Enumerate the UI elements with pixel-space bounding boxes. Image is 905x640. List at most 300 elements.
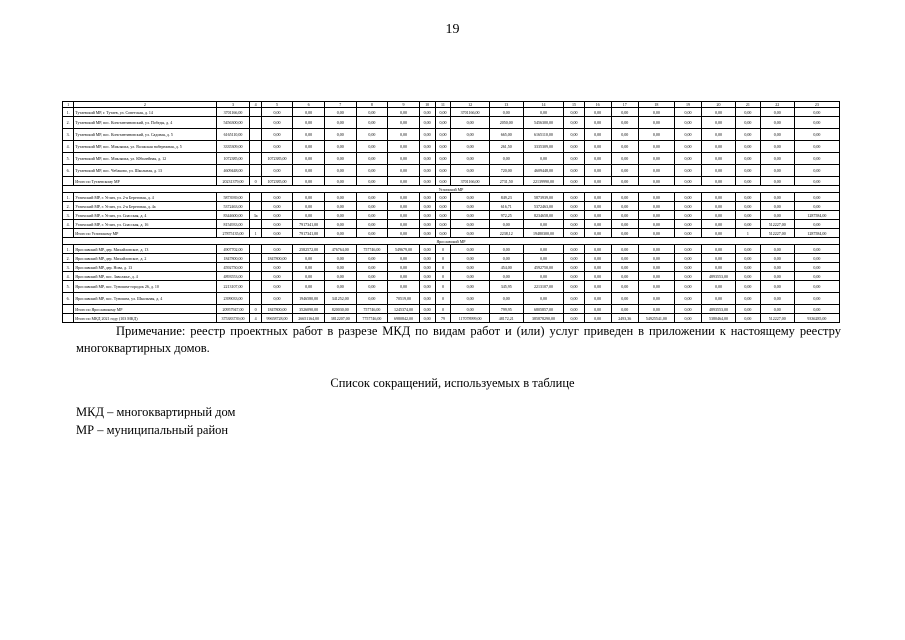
value-cell: 0,00 (794, 263, 839, 272)
value-cell: 0,00 (356, 117, 388, 129)
value-cell: 0,00 (638, 293, 674, 305)
value-cell: 0,00 (523, 153, 564, 165)
column-number-cell: 1 (63, 102, 74, 108)
value-cell: 0,00 (523, 220, 564, 229)
address-cell: Итого по Угличскому МР (74, 229, 216, 238)
value-cell: 0,00 (435, 177, 451, 186)
value-cell: 7757746,00 (356, 314, 388, 323)
value-cell: 0,00 (638, 272, 674, 281)
value-cell: 454,00 (489, 263, 523, 272)
group-header-row (63, 186, 840, 193)
value-cell: 0,00 (419, 263, 435, 272)
value-cell: 0,00 (324, 220, 356, 229)
value-cell: 0,00 (584, 293, 611, 305)
value-cell (250, 202, 261, 211)
value-cell: 2582572,00 (293, 245, 325, 254)
value-cell: 0,00 (794, 193, 839, 202)
value-cell: 0,00 (435, 229, 451, 238)
value-cell: 0,00 (261, 129, 293, 141)
value-cell: 4592750,00 (216, 263, 250, 272)
value-cell: 0,00 (324, 108, 356, 117)
value-cell: 0,00 (611, 229, 638, 238)
value-cell: 4907702,00 (216, 245, 250, 254)
value-cell: 9336285,00 (794, 314, 839, 323)
value-cell: 0,00 (794, 254, 839, 263)
row-number-cell: 1. (63, 245, 74, 254)
address-cell: Ярославский МР, дер. Михайловское, д. 13 (74, 245, 216, 254)
value-cell: 1072385,00 (261, 153, 293, 165)
value-cell: 0,00 (674, 165, 701, 177)
value-cell: 0,00 (451, 281, 489, 293)
column-number-cell: 13 (489, 102, 523, 108)
value-cell: 1847800,00 (216, 254, 250, 263)
value-cell: 0,00 (324, 272, 356, 281)
value-cell: 0,00 (760, 117, 794, 129)
value-cell: 0,00 (451, 220, 489, 229)
value-cell: 0,00 (760, 272, 794, 281)
address-cell: Ярославский МР, пос. Туношна-городок 26, д. 10 (74, 281, 216, 293)
value-cell: 0,00 (419, 165, 435, 177)
column-number-cell: 18 (638, 102, 674, 108)
value-cell: 5873939,00 (216, 193, 250, 202)
table-row (63, 211, 840, 220)
value-cell: 2213107,00 (216, 281, 250, 293)
value-cell: 0,00 (611, 293, 638, 305)
value-cell: 0,00 (451, 229, 489, 238)
value-cell: 2493,36 (611, 314, 638, 323)
group-header-row (63, 238, 840, 245)
value-cell: 0,00 (638, 129, 674, 141)
value-cell: 0,00 (564, 153, 584, 165)
value-cell: 0,00 (735, 263, 760, 272)
value-cell (250, 165, 261, 177)
value-cell: 0,00 (638, 177, 674, 186)
value-cell: 0,00 (638, 220, 674, 229)
value-cell: 0,00 (324, 254, 356, 263)
value-cell: 0,00 (293, 117, 325, 129)
row-number-cell: 4. (63, 272, 74, 281)
group-label: Ярославский МР (63, 238, 840, 245)
value-cell: 0,00 (419, 314, 435, 323)
column-number-cell: 15 (564, 102, 584, 108)
value-cell: 0,00 (611, 305, 638, 314)
table-row (63, 281, 840, 293)
value-cell: 27875135,00 (216, 229, 250, 238)
address-cell: Тутаевский МР, пос. Константиновский, ул. Садовая, д. 5 (74, 129, 216, 141)
value-cell: 0,00 (564, 165, 584, 177)
value-cell: 0,00 (564, 129, 584, 141)
value-cell: 0,00 (356, 293, 388, 305)
value-cell: 0,00 (584, 254, 611, 263)
value-cell: 0,00 (674, 314, 701, 323)
value-cell: 8344600,00 (216, 211, 250, 220)
value-cell: 0,00 (356, 254, 388, 263)
value-cell: 0,00 (451, 263, 489, 272)
value-cell: 0,00 (324, 129, 356, 141)
value-cell: 0,00 (419, 254, 435, 263)
address-cell: Тутаевский МР, пос. Константиновский, ул. Победы, д. 4 (74, 117, 216, 129)
value-cell: 0,00 (388, 108, 420, 117)
value-cell: 0,00 (702, 229, 736, 238)
value-cell: 512227,00 (760, 314, 794, 323)
value-cell: 0,00 (324, 263, 356, 272)
value-cell: 0,00 (638, 108, 674, 117)
value-cell: 0,00 (419, 202, 435, 211)
value-cell: 0,00 (419, 177, 435, 186)
value-cell: 0,00 (611, 202, 638, 211)
value-cell: 0,00 (674, 117, 701, 129)
value-cell: 0,00 (702, 153, 736, 165)
value-cell: 0,00 (674, 254, 701, 263)
value-cell: 0,00 (674, 193, 701, 202)
row-number-cell (63, 305, 74, 314)
table-row (63, 129, 840, 141)
value-cell: 0,00 (638, 153, 674, 165)
value-cell: 0,00 (702, 220, 736, 229)
value-cell: 0,00 (564, 177, 584, 186)
value-cell: 0,00 (760, 305, 794, 314)
value-cell: 3812207,00 (324, 314, 356, 323)
value-cell: 0,00 (293, 263, 325, 272)
note-paragraph: Примечание: реестр проектных работ в разрезе МКД по видам работ и (или) услуг приведен в приложении к настоящему реестру многоквартирных домов. (76, 324, 841, 355)
value-cell: 0 (435, 254, 451, 263)
value-cell: 6980842,00 (388, 314, 420, 323)
value-cell: 20957947,00 (216, 305, 250, 314)
value-cell: 0,00 (419, 141, 435, 153)
value-cell: 0,00 (674, 245, 701, 254)
column-number-cell: 3 (216, 102, 250, 108)
value-cell: 0,00 (674, 229, 701, 238)
value-cell: 4893553,00 (702, 272, 736, 281)
value-cell: 0,00 (451, 254, 489, 263)
value-cell: 0,00 (388, 211, 420, 220)
value-cell: 0,00 (702, 193, 736, 202)
value-cell: 0,00 (324, 281, 356, 293)
address-cell: Итого по Тутаевскому МР (74, 177, 216, 186)
value-cell: 0,00 (702, 129, 736, 141)
value-cell: 0,00 (674, 305, 701, 314)
value-cell: 0,00 (674, 281, 701, 293)
value-cell: 0,00 (293, 272, 325, 281)
value-cell: 0,00 (388, 177, 420, 186)
value-cell: 0,00 (735, 220, 760, 229)
value-cell: 0,00 (388, 193, 420, 202)
value-cell: 0,00 (760, 202, 794, 211)
value-cell: 0,00 (674, 272, 701, 281)
value-cell: 0,00 (638, 229, 674, 238)
value-cell: 0,00 (735, 193, 760, 202)
value-cell: 0,00 (564, 229, 584, 238)
value-cell: 0,00 (584, 129, 611, 141)
value-cell: 22139990,00 (523, 177, 564, 186)
value-cell: 2399033,00 (216, 293, 250, 305)
value-cell: 0,00 (702, 202, 736, 211)
value-cell: 0,00 (293, 281, 325, 293)
value-cell: 0 (435, 245, 451, 254)
value-cell: 117078999,00 (451, 314, 489, 323)
value-cell: 0,00 (419, 108, 435, 117)
value-cell: 0,00 (638, 281, 674, 293)
value-cell: 5372463,00 (523, 202, 564, 211)
value-cell: 0,00 (388, 220, 420, 229)
value-cell: 2050,00 (489, 117, 523, 129)
column-number-cell: 2 (74, 102, 216, 108)
row-number-cell: 1. (63, 193, 74, 202)
value-cell: 0,00 (356, 165, 388, 177)
value-cell (250, 245, 261, 254)
value-cell: 0,00 (356, 202, 388, 211)
value-cell: 0,00 (293, 177, 325, 186)
value-cell: 0,00 (451, 153, 489, 165)
value-cell (250, 263, 261, 272)
table-row (63, 193, 840, 202)
value-cell: 5873939,00 (523, 193, 564, 202)
value-cell: 0,00 (638, 202, 674, 211)
value-cell: 341252,00 (324, 293, 356, 305)
value-cell: 0,00 (451, 165, 489, 177)
value-cell: 0,00 (674, 141, 701, 153)
value-cell: 0,00 (794, 281, 839, 293)
value-cell: 0,00 (489, 108, 523, 117)
value-cell: 0,00 (702, 177, 736, 186)
value-cell: 0,00 (564, 108, 584, 117)
value-cell: 0,00 (261, 220, 293, 229)
value-cell: 0,00 (564, 117, 584, 129)
value-cell: 3701166,00 (451, 177, 489, 186)
value-cell: 820030,00 (324, 305, 356, 314)
value-cell: 0,00 (324, 153, 356, 165)
value-cell: 2731,50 (489, 177, 523, 186)
value-cell: 0,00 (702, 245, 736, 254)
value-cell: 7917341,00 (293, 229, 325, 238)
column-number-cell: 22 (760, 102, 794, 108)
value-cell: 0,00 (564, 220, 584, 229)
value-cell: 0,00 (611, 153, 638, 165)
value-cell: 2238,12 (489, 229, 523, 238)
row-number-cell: 4. (63, 220, 74, 229)
value-cell: 549679,00 (388, 245, 420, 254)
value-cell: 0,00 (735, 314, 760, 323)
value-cell: 0,00 (324, 177, 356, 186)
column-number-cell: 14 (523, 102, 564, 108)
value-cell: 665,00 (489, 129, 523, 141)
table-row (63, 245, 840, 254)
address-cell: Тутаевский МР, пос. Чебаково, ул. Школьная, д. 13 (74, 165, 216, 177)
column-number-cell: 8 (356, 102, 388, 108)
value-cell: 0,00 (261, 165, 293, 177)
value-cell: 0,00 (794, 202, 839, 211)
row-number-cell: 3. (63, 211, 74, 220)
value-cell: 0,00 (794, 177, 839, 186)
subtotal-row (63, 314, 840, 323)
value-cell: 0,00 (356, 177, 388, 186)
value-cell: 0,00 (611, 117, 638, 129)
value-cell: 0,00 (293, 211, 325, 220)
value-cell: 0,00 (584, 305, 611, 314)
table-row (63, 108, 840, 117)
value-cell: 3a (250, 211, 261, 220)
row-number-cell (63, 314, 74, 323)
value-cell: 0,00 (435, 193, 451, 202)
row-number-cell: 1. (63, 108, 74, 117)
column-number-cell: 12 (451, 102, 489, 108)
address-cell: Тутаевский МР, пос. Микляиха, ул. Волжская набережная, д. 5 (74, 141, 216, 153)
value-cell: 799,95 (489, 305, 523, 314)
value-cell: 0,00 (435, 129, 451, 141)
column-number-cell: 17 (611, 102, 638, 108)
value-cell: 0,00 (293, 165, 325, 177)
value-cell: 0,00 (419, 153, 435, 165)
value-cell: 972,25 (489, 211, 523, 220)
value-cell: 0,00 (702, 165, 736, 177)
value-cell: 3526090,00 (293, 305, 325, 314)
column-number-cell: 5 (261, 102, 293, 108)
value-cell: 0,00 (674, 177, 701, 186)
value-cell: 0,00 (324, 117, 356, 129)
value-cell: 0,00 (638, 263, 674, 272)
value-cell: 0,00 (261, 245, 293, 254)
value-cell: 0,00 (419, 245, 435, 254)
value-cell: 0,00 (674, 211, 701, 220)
value-cell: 0,00 (261, 202, 293, 211)
value-cell: 0,00 (735, 165, 760, 177)
address-cell: Угличский МР, г. Углич, ул. Спасская, д. 4 (74, 211, 216, 220)
row-number-cell: 6. (63, 165, 74, 177)
value-cell: 0,00 (419, 229, 435, 238)
value-cell: 0,00 (451, 193, 489, 202)
value-cell: 0,00 (760, 177, 794, 186)
value-cell: 0,00 (489, 272, 523, 281)
value-cell: 0,00 (388, 165, 420, 177)
value-cell (250, 220, 261, 229)
column-number-cell: 21 (735, 102, 760, 108)
value-cell: 0,00 (735, 117, 760, 129)
value-cell: 0,00 (356, 108, 388, 117)
value-cell: 0,00 (584, 229, 611, 238)
value-cell: 0 (435, 293, 451, 305)
value-cell: 0,00 (419, 193, 435, 202)
value-cell: 1072385,00 (216, 153, 250, 165)
value-cell: 0,00 (584, 314, 611, 323)
table-row (63, 165, 840, 177)
address-cell: Тутаевский МР, г. Тутаев, ул. Советская, д. 14 (74, 108, 216, 117)
value-cell: 0,00 (584, 220, 611, 229)
value-cell: 0,00 (564, 245, 584, 254)
table-row (63, 141, 840, 153)
value-cell: 0,00 (584, 117, 611, 129)
value-cell: 0 (250, 177, 261, 186)
value-cell: 0,00 (674, 293, 701, 305)
page-number: 19 (445, 22, 460, 37)
value-cell: 0 (435, 272, 451, 281)
value-cell: 1 (250, 229, 261, 238)
value-cell: 0,00 (611, 272, 638, 281)
value-cell: 0 (435, 263, 451, 272)
subtotal-row (63, 305, 840, 314)
value-cell: 0,00 (584, 141, 611, 153)
value-cell: 0,00 (674, 129, 701, 141)
value-cell: 70519,00 (388, 293, 420, 305)
value-cell: 0,00 (735, 305, 760, 314)
value-cell: 0,00 (523, 254, 564, 263)
value-cell: 26651164,00 (293, 314, 325, 323)
value-cell: 0,00 (760, 281, 794, 293)
value-cell: 0,00 (451, 129, 489, 141)
value-cell: 0,00 (611, 220, 638, 229)
value-cell (250, 281, 261, 293)
value-cell: 0,00 (388, 141, 420, 153)
address-cell: Ярославский МР, пос. Заволжье, д. 4 (74, 272, 216, 281)
table-row (63, 254, 840, 263)
value-cell: 0,00 (451, 272, 489, 281)
value-cell: 3701166,00 (216, 108, 250, 117)
value-cell: 0,00 (388, 117, 420, 129)
value-cell: 0,00 (324, 229, 356, 238)
value-cell: 0,00 (356, 229, 388, 238)
value-cell: 0,00 (794, 117, 839, 129)
value-cell (250, 272, 261, 281)
value-cell: 4 (250, 314, 261, 323)
value-cell: 0,00 (435, 108, 451, 117)
register-table (62, 101, 840, 323)
value-cell: 0,00 (611, 211, 638, 220)
value-cell: 2213107,00 (523, 281, 564, 293)
value-cell: 0,00 (356, 129, 388, 141)
value-cell: 0,00 (293, 254, 325, 263)
value-cell: 0,00 (489, 254, 523, 263)
value-cell: 0,00 (324, 211, 356, 220)
value-cell (250, 129, 261, 141)
column-number-cell: 11 (435, 102, 451, 108)
value-cell: 0,00 (611, 177, 638, 186)
value-cell: 0,00 (794, 153, 839, 165)
value-cell: 19480300,00 (523, 229, 564, 238)
row-number-cell: 2. (63, 202, 74, 211)
value-cell: 0,00 (584, 108, 611, 117)
value-cell: 0,00 (435, 211, 451, 220)
value-cell: 48172,21 (489, 314, 523, 323)
value-cell: 0,00 (324, 202, 356, 211)
value-cell: 0,00 (564, 254, 584, 263)
value-cell: 0,00 (611, 129, 638, 141)
value-cell: 0,00 (638, 165, 674, 177)
value-cell: 345,95 (489, 281, 523, 293)
value-cell: 0,00 (611, 108, 638, 117)
value-cell: 757746,00 (356, 245, 388, 254)
value-cell: 0,00 (293, 202, 325, 211)
value-cell (250, 153, 261, 165)
value-cell: 0,00 (638, 117, 674, 129)
value-cell: 0,00 (702, 108, 736, 117)
column-number-cell: 4 (250, 102, 261, 108)
value-cell: 0,00 (735, 293, 760, 305)
value-cell: 7917341,00 (293, 220, 325, 229)
value-cell: 0,00 (435, 153, 451, 165)
value-cell: 0,00 (293, 153, 325, 165)
value-cell: 0,00 (356, 211, 388, 220)
value-cell: 3335309,00 (216, 141, 250, 153)
value-cell: 375383739,00 (216, 314, 250, 323)
address-cell: Итого по Ярославскому МР (74, 305, 216, 314)
subtotal-row (63, 177, 840, 186)
value-cell: 6805857,00 (523, 305, 564, 314)
value-cell: 0,00 (794, 245, 839, 254)
row-number-cell (63, 177, 74, 186)
value-cell (250, 108, 261, 117)
value-cell: 0,00 (611, 281, 638, 293)
table-row (63, 153, 840, 165)
value-cell: 720,00 (489, 165, 523, 177)
